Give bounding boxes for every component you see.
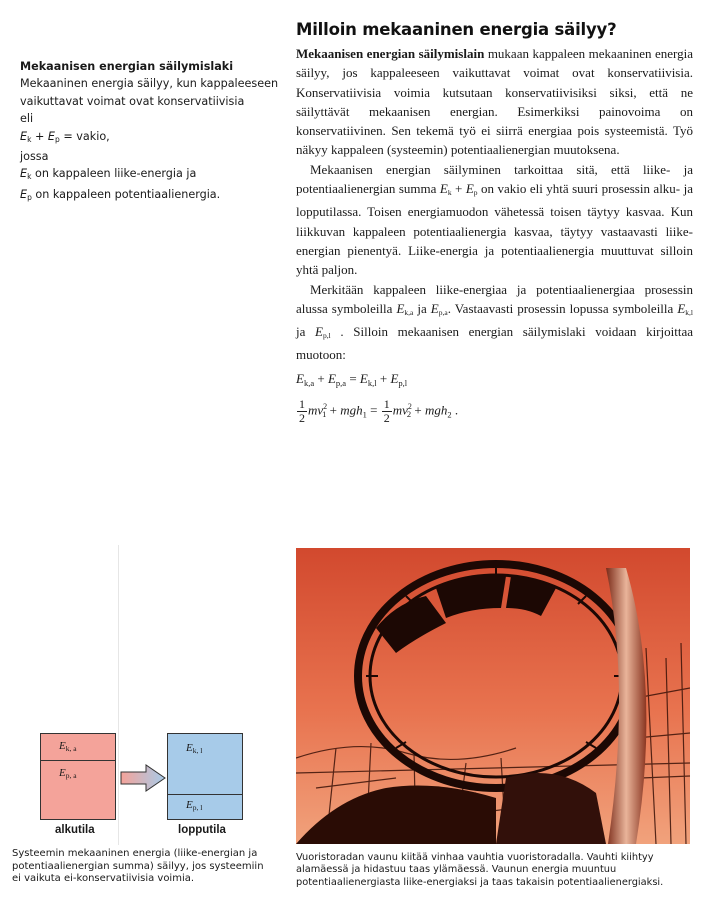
transition-arrow-icon: [120, 764, 166, 792]
diagram-caption: Systeemin mekaaninen energia (liike-energian ja potentiaalienergian summa) säilyy, jos systeemiin ei vaikuta ei-konservatiivisia voimia.: [12, 848, 264, 885]
main-column: [296, 20, 693, 425]
ek-l-label: $E_{k, l}$: [186, 742, 203, 755]
photo-caption: Vuoristoradan vaunu kiitää vinhaa vauhtia vuoristoradalla. Vauhti kiihtyy alamäessä ja hidastuu taas ylämäessä. Vaunun energia muuntuu potentiaalienergiasta liike-energiaksi ja taas takaisin potentiaalienergiaksi.: [296, 852, 664, 888]
energy-diagram: [40, 733, 280, 843]
law-line-5: jossa: [20, 150, 49, 164]
equation-2: $\frac{1}{2}$ $mv^2_1 + mgh_1$ = $\frac{1}{2}$ $mv^2_2 + mgh_2$ .: [299, 396, 459, 425]
paragraph-1: Mekaanisen energian säilymislain mukaan kappaleen mekaaninen energia säilyy, jos kappaleeseen vaikuttavat voimat ovat konservatiivisia. Konservatiivisia voimia kutsutaan konservatiivisiksi siksi, että ne säilyttävät mekaanisen energian. Esimerkiksi painovoima on konservatiivinen. Sen tekemä työ ei siirrä energiaa pois systeemistä. Työ näkyy kappaleen (systeemin) potentiaalienergian muutoksena.: [296, 46, 693, 158]
law-def-k: $E_k$ on kappaleen liike-energia ja: [20, 167, 197, 182]
paragraph-2: Mekaanisen energian säilyminen tarkoittaa sitä, että liike- ja potentiaalienergian summa $E_k + E_p$ on vakio eli yhtä suuri prosessin alku- ja lopputilassa. Toisen energiamuodon vähetessä toisen täytyy kasvaa. Kun liikkuvan kappaleen potentiaalienergia kasvaa, täytyy vastaavasti liike-energian pienentyä. Liike-energia ja potentiaalienergia muuttuvat silloin yhtä paljon.: [296, 161, 693, 278]
body-text: [296, 44, 693, 365]
start-state-label: alkutila: [55, 824, 95, 836]
law-line-2: vaikuttavat voimat ovat konservatiivisia: [20, 94, 245, 108]
equation-1: $E_{k,a} + E_{p,a} = E_{k,l} + E_{p,l}$: [296, 370, 408, 388]
law-definition-box: [20, 58, 279, 206]
ek-a-label: $E_{k, a}$: [59, 740, 77, 753]
law-line-3: eli: [20, 112, 34, 126]
law-line-1: Mekaaninen energia säilyy, kun kappaleeseen: [20, 77, 279, 91]
ep-l-label: $E_{p, l}$: [186, 799, 203, 812]
start-state-box: [40, 733, 116, 820]
law-def-p: $E_p$ on kappaleen potentiaalienergia.: [20, 187, 221, 202]
law-title: Mekaanisen energian säilymislaki: [20, 60, 234, 73]
law-formula: $E_k + E_p$ = vakio,: [20, 129, 110, 144]
ep-a-label: $E_{p, a}$: [59, 767, 77, 780]
paragraph-3: Merkitään kappaleen liike-energiaa ja potentiaalienergiaa prosessin alussa symboleilla $E_{k,a}$ ja $E_{p,a}$. Vastaavasti prosessin lopussa symboleilla $E_{k,l}$ ja $E_{p,l}$ . Silloin mekaanisen energian säilymislaki voidaan kirjoittaa muotoon:: [296, 281, 694, 363]
end-state-label: lopputila: [178, 824, 226, 836]
roller-coaster-photo: [296, 548, 690, 844]
section-heading: Milloin mekaaninen energia säilyy?: [296, 20, 617, 39]
end-state-box: [167, 733, 243, 820]
roller-coaster-illustration: [296, 548, 690, 844]
